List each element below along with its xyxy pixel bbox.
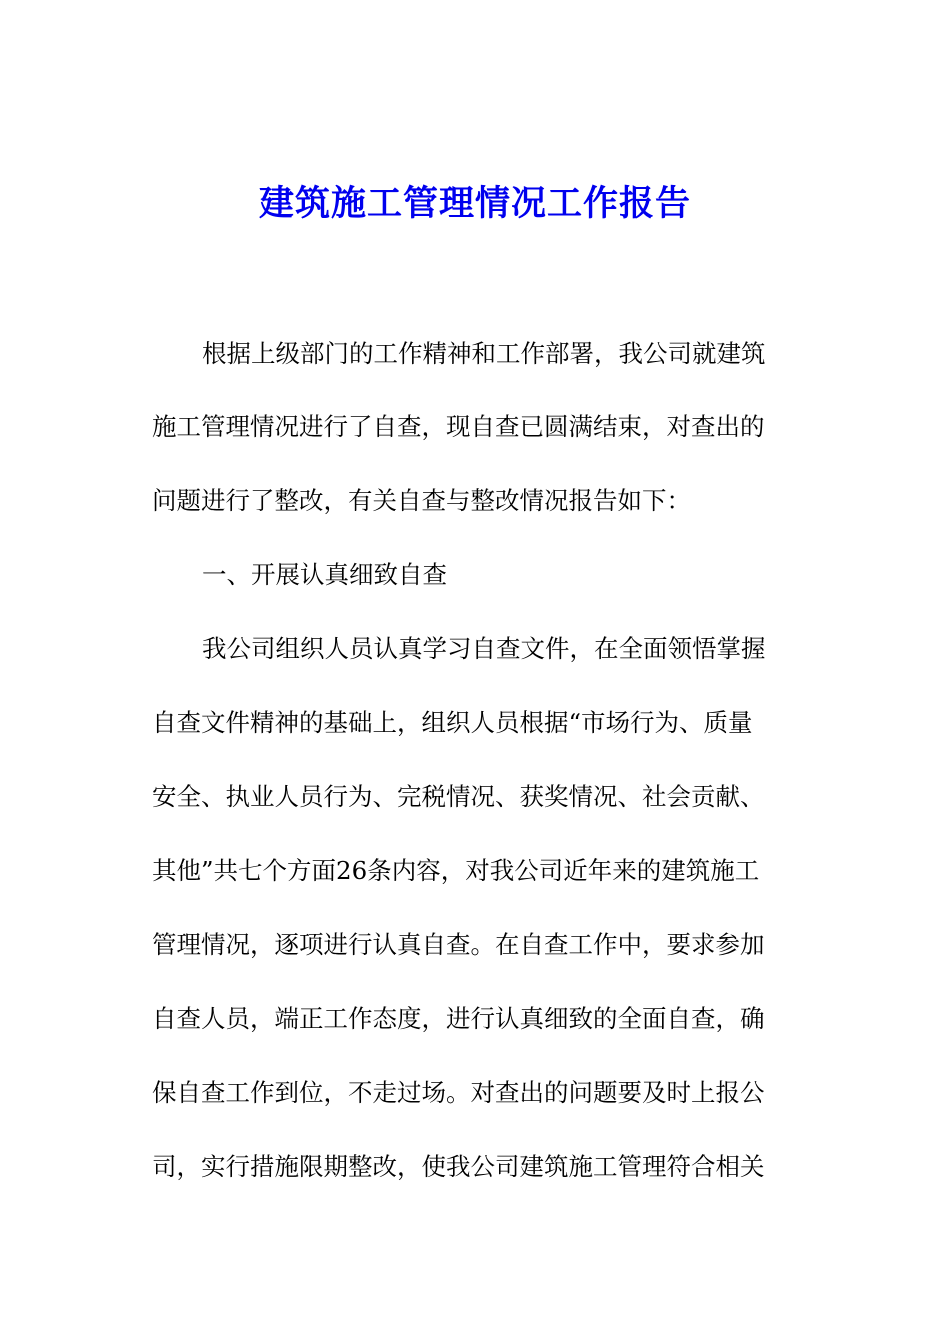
document-title: 建筑施工管理情况工作报告 (258, 184, 691, 224)
body-line-3: 问题进行了整改，有关自查与整改情况报告如下： (152, 486, 691, 515)
body-line-2: 施工管理情况进行了自查，现自查已圆满结束，对查出的 (152, 412, 765, 441)
body-line-1: 根据上级部门的工作精神和工作部署，我公司就建筑 (202, 339, 766, 368)
body-line-7: 安全、执业人员行为、完税情况、获奖情况、社会贡献、 (152, 782, 765, 811)
body-line-9: 管理情况，逐项进行认真自查。在自查工作中，要求参加 (152, 930, 765, 959)
body-line-11: 保自查工作到位，不走过场。对查出的问题要及时上报公 (152, 1078, 765, 1107)
body-line-10: 自查人员，端正工作态度，进行认真细致的全面自查，确 (152, 1004, 765, 1033)
body-line-8: 其他”共七个方面26条内容，对我公司近年来的建筑施工 (152, 856, 760, 885)
body-line-5: 我公司组织人员认真学习自查文件，在全面领悟掌握 (202, 634, 766, 663)
body-line-12: 司，实行措施限期整改，使我公司建筑施工管理符合相关 (152, 1152, 765, 1181)
body-line-6: 自查文件精神的基础上，组织人员根据“市场行为、质量 (152, 708, 753, 737)
section-heading-1: 一、开展认真细致自查 (202, 560, 447, 589)
